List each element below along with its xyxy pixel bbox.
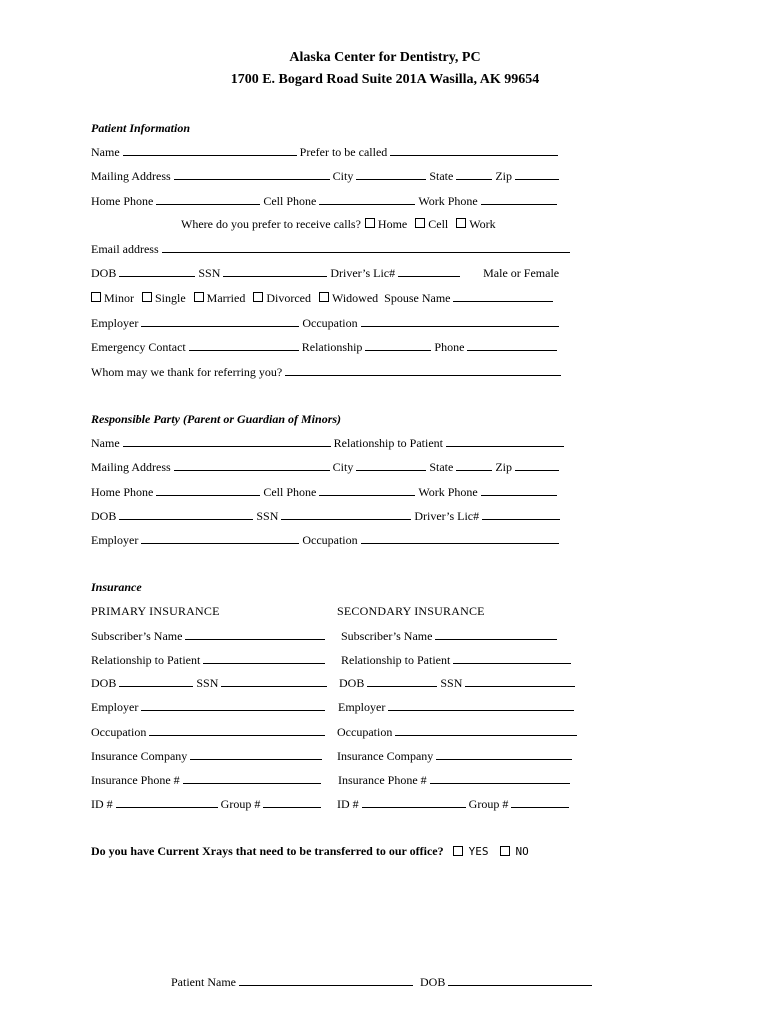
married-checkbox[interactable] <box>194 292 204 302</box>
responsible-occupation-field[interactable] <box>361 533 559 544</box>
responsible-phone-row: Home Phone Cell Phone Work Phone <box>91 485 581 500</box>
patient-email-row: Email address <box>91 242 581 257</box>
patient-name-row: Name Prefer to be called <box>91 145 581 160</box>
patient-mailing-field[interactable] <box>174 169 330 180</box>
secondary-phone-field[interactable] <box>430 773 570 784</box>
responsible-ssn-field[interactable] <box>281 509 411 520</box>
responsible-address-row: Mailing Address City State Zip <box>91 460 581 475</box>
practice-name: Alaska Center for Dentistry, PC <box>289 50 481 65</box>
patient-id-row: DOB SSN Driver’s Lic# Male or Female <box>91 266 560 280</box>
patient-home-phone-field[interactable] <box>156 194 260 205</box>
minor-checkbox[interactable] <box>91 292 101 302</box>
secondary-dob-field[interactable] <box>367 676 437 687</box>
secondary-relationship-row: Relationship to Patient <box>341 653 574 668</box>
primary-occupation-row: Occupation <box>91 725 328 740</box>
widowed-checkbox[interactable] <box>319 292 329 302</box>
secondary-subscriber-row: Subscriber’s Name <box>341 629 560 644</box>
patient-cell-phone-field[interactable] <box>319 194 415 205</box>
patient-ssn-field[interactable] <box>223 266 327 277</box>
patient-zip-field[interactable] <box>515 169 559 180</box>
patient-name-field[interactable] <box>123 145 297 156</box>
responsible-city-field[interactable] <box>356 460 426 471</box>
calls-home-checkbox[interactable] <box>365 218 375 228</box>
patient-employer-field[interactable] <box>141 316 299 327</box>
preferred-calls-row: Where do you prefer to receive calls? Home Cell Work <box>181 217 496 231</box>
patient-license-field[interactable] <box>398 266 460 277</box>
emergency-contact-row: Emergency Contact Relationship Phone <box>91 340 581 355</box>
patient-address-row: Mailing Address City State Zip <box>91 169 581 184</box>
primary-dob-field[interactable] <box>119 676 193 687</box>
patient-employer-row: Employer Occupation <box>91 316 581 331</box>
practice-address: 1700 E. Bogard Road Suite 201A Wasilla, AK 99654 <box>230 72 540 87</box>
secondary-id-field[interactable] <box>362 797 466 808</box>
primary-occupation-field[interactable] <box>149 725 325 736</box>
primary-phone-row: Insurance Phone # <box>91 773 324 788</box>
preferred-name-field[interactable] <box>390 145 558 156</box>
patient-city-field[interactable] <box>356 169 426 180</box>
primary-subscriber-row: Subscriber’s Name <box>91 629 328 644</box>
primary-employer-row: Employer <box>91 700 328 715</box>
primary-subscriber-field[interactable] <box>185 629 325 640</box>
xray-no-checkbox[interactable] <box>500 846 510 856</box>
divorced-checkbox[interactable] <box>253 292 263 302</box>
spouse-name-field[interactable] <box>453 291 553 302</box>
primary-id-field[interactable] <box>116 797 218 808</box>
gender-label: Male or Female <box>483 266 560 280</box>
footer-dob-field[interactable] <box>448 975 592 986</box>
patient-work-phone-field[interactable] <box>481 194 557 205</box>
xray-no-label: NO <box>515 845 529 858</box>
secondary-employer-field[interactable] <box>388 700 574 711</box>
responsible-name-field[interactable] <box>123 436 331 447</box>
responsible-relationship-field[interactable] <box>446 436 564 447</box>
primary-id-row: ID # Group # <box>91 797 324 812</box>
secondary-group-field[interactable] <box>511 797 569 808</box>
footer-patient-name-field[interactable] <box>239 975 413 986</box>
secondary-ssn-field[interactable] <box>465 676 575 687</box>
patient-email-field[interactable] <box>162 242 570 253</box>
secondary-company-row: Insurance Company <box>337 749 575 764</box>
calls-cell-checkbox[interactable] <box>415 218 425 228</box>
responsible-employer-row: Employer Occupation <box>91 533 581 548</box>
single-checkbox[interactable] <box>142 292 152 302</box>
responsible-cell-phone-field[interactable] <box>319 485 415 496</box>
primary-relationship-row: Relationship to Patient <box>91 653 328 668</box>
emergency-phone-field[interactable] <box>467 340 557 351</box>
primary-company-field[interactable] <box>190 749 322 760</box>
xray-question-row <box>91 844 529 859</box>
referral-field[interactable] <box>285 365 561 376</box>
xray-yes-checkbox[interactable] <box>453 846 463 856</box>
primary-company-row: Insurance Company <box>91 749 325 764</box>
primary-phone-field[interactable] <box>183 773 321 784</box>
secondary-employer-row: Employer <box>338 700 577 715</box>
responsible-dob-field[interactable] <box>119 509 253 520</box>
patient-occupation-field[interactable] <box>361 316 559 327</box>
primary-employer-field[interactable] <box>141 700 325 711</box>
primary-dob-row: DOB SSN <box>91 676 330 691</box>
secondary-occupation-row: Occupation <box>337 725 580 740</box>
primary-group-field[interactable] <box>263 797 321 808</box>
emergency-contact-field[interactable] <box>189 340 299 351</box>
secondary-company-field[interactable] <box>436 749 572 760</box>
secondary-phone-row: Insurance Phone # <box>338 773 573 788</box>
marital-status-row: Minor Single Married Divorced Widowed Spouse Name <box>91 291 581 306</box>
footer-signature-row: Patient Name DOB <box>171 975 595 990</box>
insurance-section-title: Insurance <box>91 580 142 594</box>
responsible-work-phone-field[interactable] <box>481 485 557 496</box>
emergency-relationship-field[interactable] <box>365 340 431 351</box>
secondary-occupation-field[interactable] <box>395 725 577 736</box>
primary-insurance-heading: PRIMARY INSURANCE <box>91 604 220 618</box>
primary-relationship-field[interactable] <box>203 653 325 664</box>
xray-yes-label: YES <box>468 845 489 858</box>
responsible-mailing-field[interactable] <box>174 460 330 471</box>
patient-section-title: Patient Information <box>91 121 191 135</box>
secondary-id-row: ID # Group # <box>337 797 572 812</box>
responsible-name-row: Name Relationship to Patient <box>91 436 581 451</box>
patient-state-field[interactable] <box>456 169 492 180</box>
responsible-state-field[interactable] <box>456 460 492 471</box>
responsible-license-field[interactable] <box>482 509 560 520</box>
responsible-employer-field[interactable] <box>141 533 299 544</box>
patient-phone-row: Home Phone Cell Phone Work Phone <box>91 194 581 209</box>
secondary-relationship-field[interactable] <box>453 653 571 664</box>
primary-ssn-field[interactable] <box>221 676 327 687</box>
xray-question: Do you have Current Xrays that need to be transferred to our office? <box>91 844 444 858</box>
calls-work-checkbox[interactable] <box>456 218 466 228</box>
secondary-dob-row: DOB SSN <box>339 676 578 691</box>
responsible-id-row: DOB SSN Driver’s Lic# <box>91 509 581 524</box>
referral-row: Whom may we thank for referring you? <box>91 365 581 380</box>
secondary-insurance-heading: SECONDARY INSURANCE <box>337 604 485 618</box>
patient-dob-field[interactable] <box>119 266 195 277</box>
secondary-subscriber-field[interactable] <box>435 629 557 640</box>
responsible-zip-field[interactable] <box>515 460 559 471</box>
responsible-home-phone-field[interactable] <box>156 485 260 496</box>
responsible-section-title: Responsible Party (Parent or Guardian of Minors) <box>91 412 342 426</box>
